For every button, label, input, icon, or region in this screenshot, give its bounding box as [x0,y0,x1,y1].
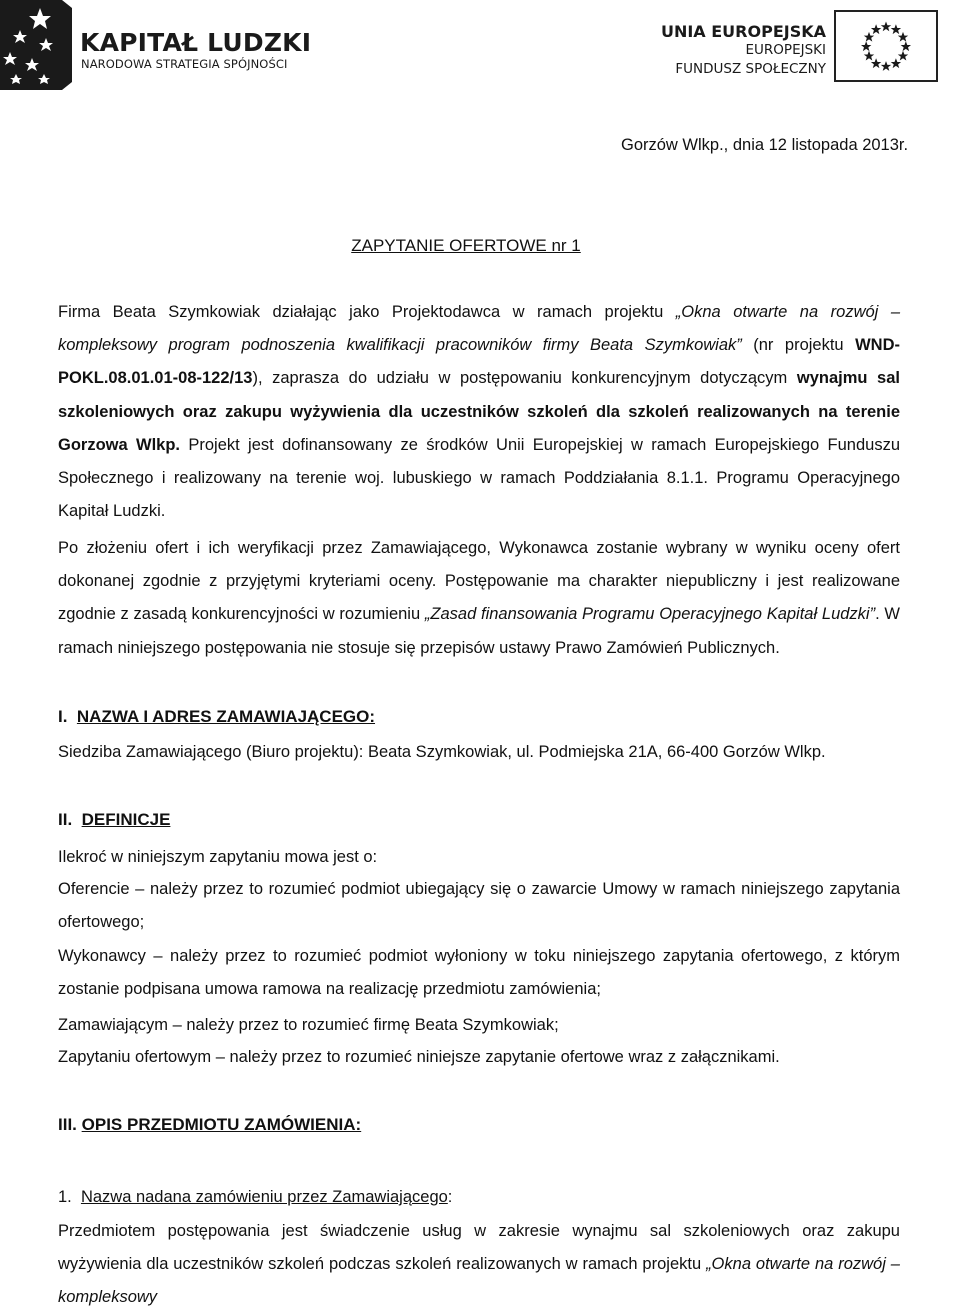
section-3-body-text: Przedmiotem postępowania jest świadczenie usług w zakresie wynajmu sal szkoleniowych oraz zakupu wyżywienia dla uczestników szkoleń podczas szkoleń realizowanych w ramach projektu [58,1222,900,1274]
section-1-title: NAZWA I ADRES ZAMAWIAJĄCEGO: [76,707,376,726]
intro-text-4: Projekt jest dofinansowany ze środków Unii Europejskiej w ramach Europejskiego Funduszu Społecznego i realizowany na terenie woj. lubuskiego w ramach Poddziałania 8.1.1. Programu Operacyjnego Kapitał Ludzki. [58,435,900,521]
section-3-item-1 [58,1187,452,1207]
item-1-number: 1. [58,1188,72,1206]
kapital-ludzki-emblem-icon [0,0,72,90]
intro-text-3: ), zaprasza do udziału w postępowaniu konkurencyjnym dotyczącym [252,369,797,388]
eu-logo-line3: FUNDUSZ SPOŁECZNY [675,61,826,77]
section-3-body [58,1215,900,1315]
section-1-heading [58,707,375,727]
section-2-title: DEFINICJE [81,810,171,829]
section-2-heading [58,810,170,830]
intro-text-1: Firma Beata Szymkowiak działając jako Projektodawca w ramach projektu [58,303,676,321]
project-number: WND-POKL.08.01.01-08-122/13 [58,336,901,388]
item-1-colon: : [447,1188,453,1206]
section-3-number: III. [58,1115,77,1134]
eu-flag-icon [834,10,938,82]
definition-ordering-party: Zamawiającym – należy przez to rozumieć firmę Beata Szymkowiak; [58,1016,559,1034]
procedure-text-2: . W ramach niniejszego postępowania nie stosuje się przepisów ustawy Prawo Zamówień Publicznych. [58,605,900,657]
eu-logo-line2: EUROPEJSKI [745,42,826,58]
section-2-intro: Ilekroć w niniejszym zapytaniu mowa jest o: [58,848,378,866]
section-3-project-italic: „Okna otwarte na rozwój – kompleksowy [58,1255,900,1307]
procedure-paragraph [58,532,900,665]
rules-name-italic: „Zasad finansowania Programu Operacyjnego Kapitał Ludzki” [424,605,876,624]
intro-paragraph [58,296,900,528]
eu-logo-line1: UNIA EUROPEJSKA [660,22,826,41]
section-1-number: I. [58,707,68,726]
intro-text-2: (nr projektu [741,336,856,355]
section-3-title: OPIS PRZEDMIOTU ZAMÓWIENIA: [81,1115,362,1134]
kapital-ludzki-logo [0,0,312,92]
definition-request: Zapytaniu ofertowym – należy przez to rozumieć niniejsze zapytanie ofertowe wraz z załącznikami. [58,1048,780,1066]
order-subject-bold: wynajmu sal szkoleniowych oraz zakupu wyżywienia dla uczestników szkoleń dla szkoleń realizowanych na terenie Gorzowa Wlkp. [58,369,900,454]
definition-contractor: Wykonawcy – należy przez to rozumieć podmiot wyłoniony w toku niniejszego zapytania ofertowego, z którym zostanie podpisana umowa ramowa na realizację przedmiotu zamówienia; [58,947,900,999]
project-name-italic: „Okna otwarte na rozwój – kompleksowy program podnoszenia kwalifikacji pracowników firmy Beata Szymkowiak” [58,303,900,355]
definition-offerer: Oferencie – należy przez to rozumieć podmiot ubiegający się o zawarcie Umowy w ramach niniejszego zapytania ofertowego; [58,880,900,932]
eu-efs-logo [660,8,942,84]
kl-logo-subtitle: NARODOWA STRATEGIA SPÓJNOŚCI [81,57,288,71]
document-title: ZAPYTANIE OFERTOWE nr 1 [351,236,581,255]
section-2-number: II. [58,810,73,829]
section-1-body: Siedziba Zamawiającego (Biuro projektu): Beata Szymkowiak, ul. Podmiejska 21A, 66-400 Gorzów Wlkp. [58,743,826,761]
procedure-text-1: Po złożeniu ofert i ich weryfikacji przez Zamawiającego, Wykonawca zostanie wybrany w wyniku oceny ofert dokonanej zgodnie z przyjętymi kryteriami oceny. Postępowanie ma charakter niepubliczny i jest realizowane zgodnie z zasadą konkurencyjności w rozumieniu [58,539,900,624]
kl-logo-title: KAPITAŁ LUDZKI [80,28,312,57]
date-line: Gorzów Wlkp., dnia 12 listopada 2013r. [621,136,909,154]
item-1-title: Nazwa nadana zamówieniu przez Zamawiającego [80,1188,448,1206]
section-3-heading [58,1115,361,1135]
